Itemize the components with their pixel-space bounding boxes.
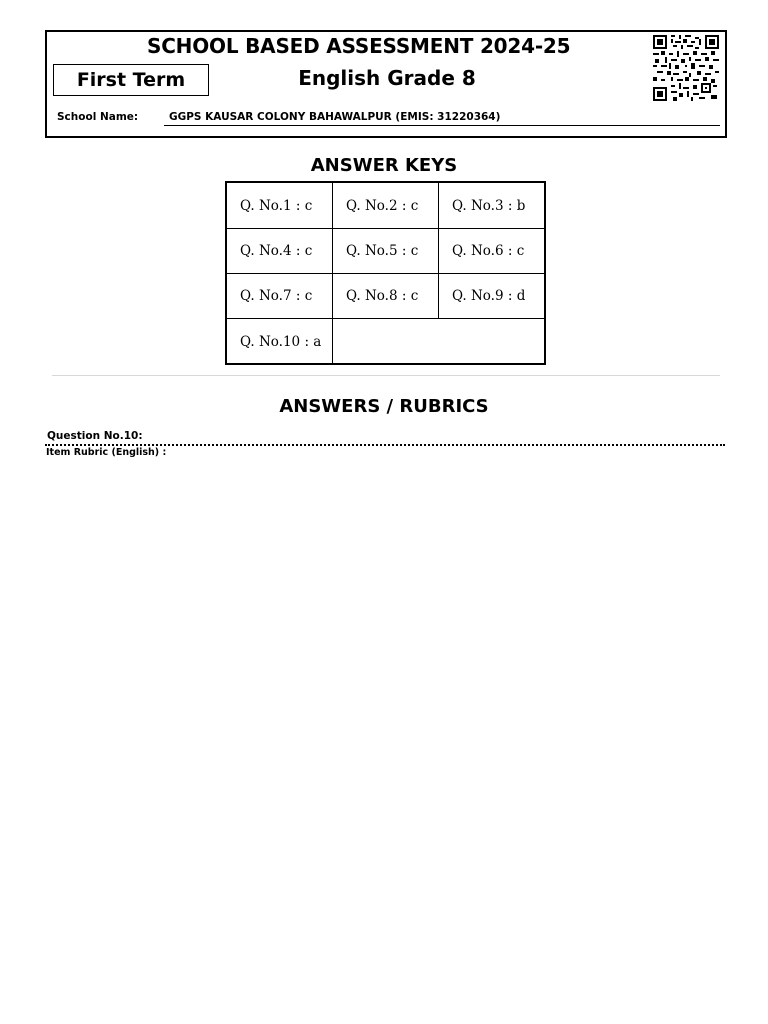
answer-key-cell: Q. No.10 : a	[240, 334, 322, 350]
answer-key-cell: Q. No.8 : c	[346, 288, 419, 304]
answer-keys-table	[225, 181, 546, 365]
term-badge: First Term	[53, 64, 209, 96]
school-name-label: School Name:	[57, 111, 139, 123]
rubrics-heading: ANSWERS / RUBRICS	[279, 396, 489, 417]
answer-keys-heading: ANSWER KEYS	[310, 155, 458, 176]
answer-key-cell: Q. No.6 : c	[452, 243, 525, 259]
subject-title: English Grade 8	[298, 66, 476, 90]
assessment-title: SCHOOL BASED ASSESSMENT 2024-25	[147, 34, 571, 58]
header-box	[45, 30, 727, 138]
answer-key-cell: Q. No.9 : d	[452, 288, 526, 304]
answer-key-cell: Q. No.7 : c	[240, 288, 313, 304]
question-label: Question No.10:	[47, 430, 143, 442]
answer-key-cell: Q. No.4 : c	[240, 243, 313, 259]
answer-key-cell: Q. No.1 : c	[240, 198, 313, 214]
answer-key-cell: Q. No.2 : c	[346, 198, 419, 214]
item-rubric-label: Item Rubric (English) :	[46, 447, 167, 458]
answer-key-cell: Q. No.5 : c	[346, 243, 419, 259]
school-name-underline	[164, 125, 720, 126]
answer-dotted-line	[45, 444, 725, 446]
qr-code-icon	[651, 35, 721, 101]
answer-key-cell: Q. No.3 : b	[452, 198, 526, 214]
section-divider	[52, 375, 720, 376]
school-name-value: GGPS KAUSAR COLONY BAHAWALPUR (EMIS: 31220364)	[169, 111, 501, 123]
